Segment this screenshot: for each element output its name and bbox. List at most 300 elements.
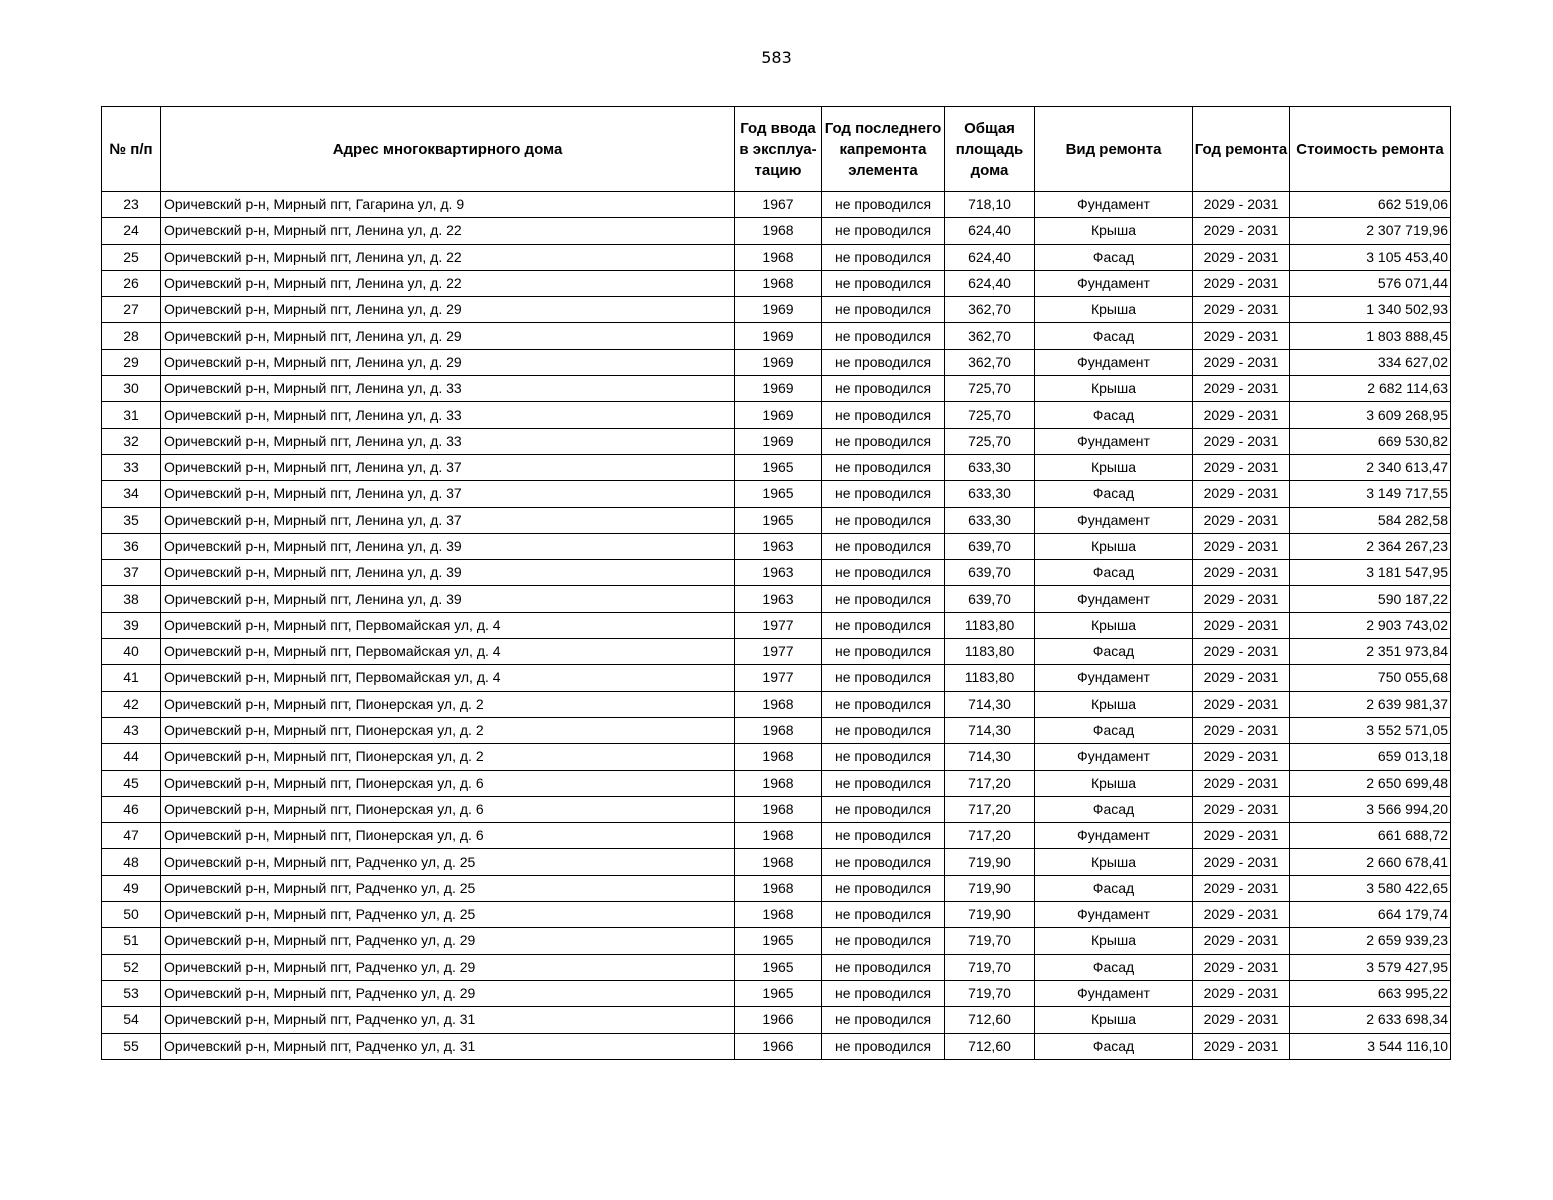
year-built-cell: 1965 <box>735 507 822 533</box>
repair-year-cell: 2029 - 2031 <box>1193 639 1290 665</box>
address-cell: Оричевский р-н, Мирный пгт, Ленина ул, д. 29 <box>161 323 735 349</box>
cost-cell: 3 544 116,10 <box>1290 1033 1451 1059</box>
year-built-cell: 1968 <box>735 691 822 717</box>
last-repair-cell: не проводился <box>822 639 945 665</box>
cost-cell: 2 633 698,34 <box>1290 1007 1451 1033</box>
row-number-cell: 51 <box>102 928 161 954</box>
header-last-repair: Год последнего капремонта элемента <box>822 107 945 192</box>
cost-cell: 3 181 547,95 <box>1290 560 1451 586</box>
last-repair-cell: не проводился <box>822 928 945 954</box>
address-cell: Оричевский р-н, Мирный пгт, Радченко ул, д. 29 <box>161 954 735 980</box>
address-cell: Оричевский р-н, Мирный пгт, Ленина ул, д. 22 <box>161 244 735 270</box>
year-built-cell: 1969 <box>735 297 822 323</box>
cost-cell: 2 660 678,41 <box>1290 849 1451 875</box>
repair-type-cell: Фундамент <box>1035 586 1193 612</box>
repair-type-cell: Фундамент <box>1035 902 1193 928</box>
header-area: Общая площадь дома <box>945 107 1035 192</box>
repair-year-cell: 2029 - 2031 <box>1193 428 1290 454</box>
repair-year-cell: 2029 - 2031 <box>1193 244 1290 270</box>
area-cell: 719,70 <box>945 980 1035 1006</box>
repair-type-cell: Фундамент <box>1035 349 1193 375</box>
repair-type-cell: Крыша <box>1035 612 1193 638</box>
cost-cell: 664 179,74 <box>1290 902 1451 928</box>
year-built-cell: 1966 <box>735 1007 822 1033</box>
cost-cell: 2 364 267,23 <box>1290 533 1451 559</box>
header-address: Адрес многоквартирного дома <box>161 107 735 192</box>
repair-year-cell: 2029 - 2031 <box>1193 875 1290 901</box>
last-repair-cell: не проводился <box>822 875 945 901</box>
last-repair-cell: не проводился <box>822 192 945 218</box>
repair-year-cell: 2029 - 2031 <box>1193 849 1290 875</box>
row-number-cell: 43 <box>102 717 161 743</box>
repair-year-cell: 2029 - 2031 <box>1193 507 1290 533</box>
last-repair-cell: не проводился <box>822 270 945 296</box>
cost-cell: 3 609 268,95 <box>1290 402 1451 428</box>
row-number-cell: 25 <box>102 244 161 270</box>
repair-type-cell: Крыша <box>1035 376 1193 402</box>
row-number-cell: 55 <box>102 1033 161 1059</box>
year-built-cell: 1963 <box>735 533 822 559</box>
area-cell: 719,70 <box>945 928 1035 954</box>
year-built-cell: 1968 <box>735 744 822 770</box>
table-row <box>102 454 1451 480</box>
last-repair-cell: не проводился <box>822 665 945 691</box>
header-cost: Стоимость ремонта <box>1290 107 1451 192</box>
address-cell: Оричевский р-н, Мирный пгт, Радченко ул, д. 25 <box>161 849 735 875</box>
last-repair-cell: не проводился <box>822 481 945 507</box>
address-cell: Оричевский р-н, Мирный пгт, Ленина ул, д. 29 <box>161 297 735 323</box>
repair-year-cell: 2029 - 2031 <box>1193 192 1290 218</box>
repair-year-cell: 2029 - 2031 <box>1193 481 1290 507</box>
year-built-cell: 1968 <box>735 270 822 296</box>
area-cell: 624,40 <box>945 270 1035 296</box>
address-cell: Оричевский р-н, Мирный пгт, Ленина ул, д. 39 <box>161 586 735 612</box>
cost-cell: 2 682 114,63 <box>1290 376 1451 402</box>
cost-cell: 2 639 981,37 <box>1290 691 1451 717</box>
address-cell: Оричевский р-н, Мирный пгт, Первомайская ул, д. 4 <box>161 665 735 691</box>
year-built-cell: 1969 <box>735 323 822 349</box>
area-cell: 725,70 <box>945 376 1035 402</box>
cost-cell: 3 580 422,65 <box>1290 875 1451 901</box>
row-number-cell: 41 <box>102 665 161 691</box>
cost-cell: 2 659 939,23 <box>1290 928 1451 954</box>
row-number-cell: 37 <box>102 560 161 586</box>
area-cell: 1183,80 <box>945 665 1035 691</box>
year-built-cell: 1969 <box>735 349 822 375</box>
repair-year-cell: 2029 - 2031 <box>1193 980 1290 1006</box>
area-cell: 633,30 <box>945 507 1035 533</box>
repair-type-cell: Фундамент <box>1035 428 1193 454</box>
last-repair-cell: не проводился <box>822 297 945 323</box>
address-cell: Оричевский р-н, Мирный пгт, Ленина ул, д. 39 <box>161 560 735 586</box>
area-cell: 725,70 <box>945 428 1035 454</box>
cost-cell: 590 187,22 <box>1290 586 1451 612</box>
area-cell: 719,90 <box>945 849 1035 875</box>
table-row <box>102 980 1451 1006</box>
year-built-cell: 1969 <box>735 402 822 428</box>
repair-year-cell: 2029 - 2031 <box>1193 560 1290 586</box>
year-built-cell: 1963 <box>735 560 822 586</box>
address-cell: Оричевский р-н, Мирный пгт, Радченко ул, д. 29 <box>161 980 735 1006</box>
table-row <box>102 270 1451 296</box>
cost-cell: 2 351 973,84 <box>1290 639 1451 665</box>
year-built-cell: 1968 <box>735 849 822 875</box>
table-row <box>102 717 1451 743</box>
header-year-built: Год ввода в эксплуа-тацию <box>735 107 822 192</box>
header-num: № п/п <box>102 107 161 192</box>
address-cell: Оричевский р-н, Мирный пгт, Ленина ул, д. 29 <box>161 349 735 375</box>
header-repair-type: Вид ремонта <box>1035 107 1193 192</box>
table-body <box>102 192 1451 1060</box>
area-cell: 719,90 <box>945 875 1035 901</box>
area-cell: 718,10 <box>945 192 1035 218</box>
address-cell: Оричевский р-н, Мирный пгт, Первомайская ул, д. 4 <box>161 612 735 638</box>
row-number-cell: 50 <box>102 902 161 928</box>
year-built-cell: 1977 <box>735 612 822 638</box>
table-row <box>102 954 1451 980</box>
repair-type-cell: Фасад <box>1035 717 1193 743</box>
year-built-cell: 1965 <box>735 954 822 980</box>
repair-year-cell: 2029 - 2031 <box>1193 297 1290 323</box>
area-cell: 712,60 <box>945 1007 1035 1033</box>
row-number-cell: 31 <box>102 402 161 428</box>
repair-type-cell: Крыша <box>1035 1007 1193 1033</box>
address-cell: Оричевский р-н, Мирный пгт, Ленина ул, д. 39 <box>161 533 735 559</box>
repair-type-cell: Фундамент <box>1035 192 1193 218</box>
address-cell: Оричевский р-н, Мирный пгт, Ленина ул, д. 22 <box>161 270 735 296</box>
last-repair-cell: не проводился <box>822 402 945 428</box>
repair-type-cell: Фасад <box>1035 560 1193 586</box>
address-cell: Оричевский р-н, Мирный пгт, Первомайская ул, д. 4 <box>161 639 735 665</box>
cost-cell: 750 055,68 <box>1290 665 1451 691</box>
address-cell: Оричевский р-н, Мирный пгт, Ленина ул, д. 22 <box>161 218 735 244</box>
repair-year-cell: 2029 - 2031 <box>1193 665 1290 691</box>
repair-type-cell: Крыша <box>1035 770 1193 796</box>
address-cell: Оричевский р-н, Мирный пгт, Ленина ул, д. 33 <box>161 402 735 428</box>
area-cell: 714,30 <box>945 744 1035 770</box>
repair-type-cell: Фасад <box>1035 954 1193 980</box>
last-repair-cell: не проводился <box>822 849 945 875</box>
last-repair-cell: не проводился <box>822 823 945 849</box>
year-built-cell: 1968 <box>735 875 822 901</box>
repair-type-cell: Крыша <box>1035 849 1193 875</box>
address-cell: Оричевский р-н, Мирный пгт, Радченко ул, д. 31 <box>161 1033 735 1059</box>
last-repair-cell: не проводился <box>822 1007 945 1033</box>
row-number-cell: 42 <box>102 691 161 717</box>
address-cell: Оричевский р-н, Мирный пгт, Ленина ул, д. 37 <box>161 481 735 507</box>
table-row <box>102 349 1451 375</box>
table-row <box>102 770 1451 796</box>
repair-year-cell: 2029 - 2031 <box>1193 586 1290 612</box>
row-number-cell: 23 <box>102 192 161 218</box>
repair-year-cell: 2029 - 2031 <box>1193 323 1290 349</box>
table-row <box>102 507 1451 533</box>
repair-year-cell: 2029 - 2031 <box>1193 270 1290 296</box>
header-repair-year: Год ремонта <box>1193 107 1290 192</box>
row-number-cell: 47 <box>102 823 161 849</box>
area-cell: 639,70 <box>945 533 1035 559</box>
table-row <box>102 639 1451 665</box>
area-cell: 362,70 <box>945 297 1035 323</box>
area-cell: 633,30 <box>945 481 1035 507</box>
row-number-cell: 46 <box>102 796 161 822</box>
address-cell: Оричевский р-н, Мирный пгт, Пионерская ул, д. 2 <box>161 744 735 770</box>
year-built-cell: 1968 <box>735 902 822 928</box>
cost-cell: 3 105 453,40 <box>1290 244 1451 270</box>
address-cell: Оричевский р-н, Мирный пгт, Ленина ул, д. 33 <box>161 376 735 402</box>
area-cell: 714,30 <box>945 717 1035 743</box>
year-built-cell: 1969 <box>735 376 822 402</box>
area-cell: 362,70 <box>945 349 1035 375</box>
table-row <box>102 586 1451 612</box>
last-repair-cell: не проводился <box>822 349 945 375</box>
row-number-cell: 36 <box>102 533 161 559</box>
cost-cell: 663 995,22 <box>1290 980 1451 1006</box>
repair-table <box>101 106 1451 1060</box>
cost-cell: 1 340 502,93 <box>1290 297 1451 323</box>
year-built-cell: 1965 <box>735 454 822 480</box>
repair-type-cell: Фундамент <box>1035 744 1193 770</box>
table-row <box>102 744 1451 770</box>
address-cell: Оричевский р-н, Мирный пгт, Гагарина ул, д. 9 <box>161 192 735 218</box>
address-cell: Оричевский р-н, Мирный пгт, Пионерская ул, д. 6 <box>161 796 735 822</box>
table-header-row <box>102 107 1451 192</box>
area-cell: 639,70 <box>945 560 1035 586</box>
row-number-cell: 33 <box>102 454 161 480</box>
row-number-cell: 24 <box>102 218 161 244</box>
table-row <box>102 481 1451 507</box>
last-repair-cell: не проводился <box>822 454 945 480</box>
repair-year-cell: 2029 - 2031 <box>1193 744 1290 770</box>
repair-year-cell: 2029 - 2031 <box>1193 954 1290 980</box>
repair-type-cell: Фундамент <box>1035 270 1193 296</box>
table-row <box>102 691 1451 717</box>
cost-cell: 3 552 571,05 <box>1290 717 1451 743</box>
row-number-cell: 53 <box>102 980 161 1006</box>
repair-year-cell: 2029 - 2031 <box>1193 691 1290 717</box>
cost-cell: 662 519,06 <box>1290 192 1451 218</box>
table-row <box>102 376 1451 402</box>
cost-cell: 669 530,82 <box>1290 428 1451 454</box>
table-row <box>102 218 1451 244</box>
last-repair-cell: не проводился <box>822 376 945 402</box>
row-number-cell: 44 <box>102 744 161 770</box>
last-repair-cell: не проводился <box>822 980 945 1006</box>
row-number-cell: 32 <box>102 428 161 454</box>
last-repair-cell: не проводился <box>822 586 945 612</box>
address-cell: Оричевский р-н, Мирный пгт, Пионерская ул, д. 6 <box>161 823 735 849</box>
row-number-cell: 45 <box>102 770 161 796</box>
repair-year-cell: 2029 - 2031 <box>1193 1007 1290 1033</box>
table-row <box>102 244 1451 270</box>
row-number-cell: 39 <box>102 612 161 638</box>
repair-type-cell: Фундамент <box>1035 980 1193 1006</box>
cost-cell: 2 650 699,48 <box>1290 770 1451 796</box>
year-built-cell: 1968 <box>735 770 822 796</box>
area-cell: 719,70 <box>945 954 1035 980</box>
row-number-cell: 28 <box>102 323 161 349</box>
last-repair-cell: не проводился <box>822 770 945 796</box>
cost-cell: 3 149 717,55 <box>1290 481 1451 507</box>
repair-type-cell: Фасад <box>1035 1033 1193 1059</box>
repair-type-cell: Фасад <box>1035 402 1193 428</box>
address-cell: Оричевский р-н, Мирный пгт, Радченко ул, д. 31 <box>161 1007 735 1033</box>
repair-type-cell: Фундамент <box>1035 665 1193 691</box>
table-row <box>102 875 1451 901</box>
area-cell: 717,20 <box>945 823 1035 849</box>
repair-type-cell: Крыша <box>1035 297 1193 323</box>
repair-year-cell: 2029 - 2031 <box>1193 376 1290 402</box>
row-number-cell: 27 <box>102 297 161 323</box>
cost-cell: 661 688,72 <box>1290 823 1451 849</box>
last-repair-cell: не проводился <box>822 323 945 349</box>
repair-year-cell: 2029 - 2031 <box>1193 823 1290 849</box>
repair-year-cell: 2029 - 2031 <box>1193 349 1290 375</box>
repair-type-cell: Фасад <box>1035 875 1193 901</box>
table-row <box>102 665 1451 691</box>
repair-type-cell: Крыша <box>1035 533 1193 559</box>
last-repair-cell: не проводился <box>822 612 945 638</box>
table-row <box>102 560 1451 586</box>
repair-year-cell: 2029 - 2031 <box>1193 402 1290 428</box>
last-repair-cell: не проводился <box>822 218 945 244</box>
last-repair-cell: не проводился <box>822 796 945 822</box>
address-cell: Оричевский р-н, Мирный пгт, Пионерская ул, д. 2 <box>161 691 735 717</box>
repair-type-cell: Фасад <box>1035 796 1193 822</box>
repair-type-cell: Крыша <box>1035 218 1193 244</box>
year-built-cell: 1977 <box>735 639 822 665</box>
row-number-cell: 49 <box>102 875 161 901</box>
year-built-cell: 1963 <box>735 586 822 612</box>
area-cell: 719,90 <box>945 902 1035 928</box>
last-repair-cell: не проводился <box>822 428 945 454</box>
address-cell: Оричевский р-н, Мирный пгт, Радченко ул, д. 25 <box>161 875 735 901</box>
table-row <box>102 533 1451 559</box>
last-repair-cell: не проводился <box>822 533 945 559</box>
last-repair-cell: не проводился <box>822 560 945 586</box>
area-cell: 712,60 <box>945 1033 1035 1059</box>
last-repair-cell: не проводился <box>822 507 945 533</box>
repair-year-cell: 2029 - 2031 <box>1193 612 1290 638</box>
repair-type-cell: Фасад <box>1035 244 1193 270</box>
last-repair-cell: не проводился <box>822 717 945 743</box>
repair-year-cell: 2029 - 2031 <box>1193 533 1290 559</box>
year-built-cell: 1965 <box>735 928 822 954</box>
row-number-cell: 48 <box>102 849 161 875</box>
cost-cell: 659 013,18 <box>1290 744 1451 770</box>
year-built-cell: 1965 <box>735 481 822 507</box>
year-built-cell: 1968 <box>735 218 822 244</box>
table-row <box>102 297 1451 323</box>
repair-year-cell: 2029 - 2031 <box>1193 770 1290 796</box>
year-built-cell: 1968 <box>735 796 822 822</box>
table-row <box>102 823 1451 849</box>
year-built-cell: 1967 <box>735 192 822 218</box>
year-built-cell: 1965 <box>735 980 822 1006</box>
repair-year-cell: 2029 - 2031 <box>1193 218 1290 244</box>
table-row <box>102 192 1451 218</box>
repair-year-cell: 2029 - 2031 <box>1193 454 1290 480</box>
cost-cell: 584 282,58 <box>1290 507 1451 533</box>
row-number-cell: 34 <box>102 481 161 507</box>
table-row <box>102 428 1451 454</box>
table-row <box>102 1007 1451 1033</box>
cost-cell: 1 803 888,45 <box>1290 323 1451 349</box>
cost-cell: 576 071,44 <box>1290 270 1451 296</box>
cost-cell: 3 579 427,95 <box>1290 954 1451 980</box>
row-number-cell: 26 <box>102 270 161 296</box>
area-cell: 362,70 <box>945 323 1035 349</box>
repair-type-cell: Фасад <box>1035 481 1193 507</box>
last-repair-cell: не проводился <box>822 744 945 770</box>
repair-type-cell: Крыша <box>1035 928 1193 954</box>
address-cell: Оричевский р-н, Мирный пгт, Ленина ул, д. 37 <box>161 507 735 533</box>
cost-cell: 2 340 613,47 <box>1290 454 1451 480</box>
area-cell: 717,20 <box>945 796 1035 822</box>
last-repair-cell: не проводился <box>822 1033 945 1059</box>
last-repair-cell: не проводился <box>822 244 945 270</box>
row-number-cell: 29 <box>102 349 161 375</box>
repair-year-cell: 2029 - 2031 <box>1193 928 1290 954</box>
row-number-cell: 38 <box>102 586 161 612</box>
row-number-cell: 35 <box>102 507 161 533</box>
address-cell: Оричевский р-н, Мирный пгт, Радченко ул, д. 25 <box>161 902 735 928</box>
cost-cell: 2 307 719,96 <box>1290 218 1451 244</box>
cost-cell: 334 627,02 <box>1290 349 1451 375</box>
address-cell: Оричевский р-н, Мирный пгт, Ленина ул, д. 37 <box>161 454 735 480</box>
row-number-cell: 40 <box>102 639 161 665</box>
area-cell: 633,30 <box>945 454 1035 480</box>
area-cell: 717,20 <box>945 770 1035 796</box>
table-row <box>102 928 1451 954</box>
area-cell: 1183,80 <box>945 612 1035 638</box>
area-cell: 725,70 <box>945 402 1035 428</box>
table-row <box>102 902 1451 928</box>
repair-type-cell: Крыша <box>1035 691 1193 717</box>
year-built-cell: 1966 <box>735 1033 822 1059</box>
repair-type-cell: Фундамент <box>1035 823 1193 849</box>
repair-type-cell: Фундамент <box>1035 507 1193 533</box>
cost-cell: 3 566 994,20 <box>1290 796 1451 822</box>
row-number-cell: 30 <box>102 376 161 402</box>
repair-year-cell: 2029 - 2031 <box>1193 902 1290 928</box>
year-built-cell: 1968 <box>735 244 822 270</box>
table-row <box>102 323 1451 349</box>
page-number: 583 <box>761 48 792 67</box>
row-number-cell: 54 <box>102 1007 161 1033</box>
table-row <box>102 1033 1451 1059</box>
year-built-cell: 1977 <box>735 665 822 691</box>
repair-year-cell: 2029 - 2031 <box>1193 1033 1290 1059</box>
area-cell: 624,40 <box>945 244 1035 270</box>
repair-type-cell: Крыша <box>1035 454 1193 480</box>
repair-type-cell: Фасад <box>1035 639 1193 665</box>
cost-cell: 2 903 743,02 <box>1290 612 1451 638</box>
area-cell: 714,30 <box>945 691 1035 717</box>
year-built-cell: 1968 <box>735 717 822 743</box>
table-row <box>102 796 1451 822</box>
address-cell: Оричевский р-н, Мирный пгт, Ленина ул, д. 33 <box>161 428 735 454</box>
table-row <box>102 402 1451 428</box>
area-cell: 1183,80 <box>945 639 1035 665</box>
repair-type-cell: Фасад <box>1035 323 1193 349</box>
year-built-cell: 1969 <box>735 428 822 454</box>
address-cell: Оричевский р-н, Мирный пгт, Пионерская ул, д. 6 <box>161 770 735 796</box>
last-repair-cell: не проводился <box>822 902 945 928</box>
area-cell: 624,40 <box>945 218 1035 244</box>
address-cell: Оричевский р-н, Мирный пгт, Пионерская ул, д. 2 <box>161 717 735 743</box>
table-row <box>102 849 1451 875</box>
